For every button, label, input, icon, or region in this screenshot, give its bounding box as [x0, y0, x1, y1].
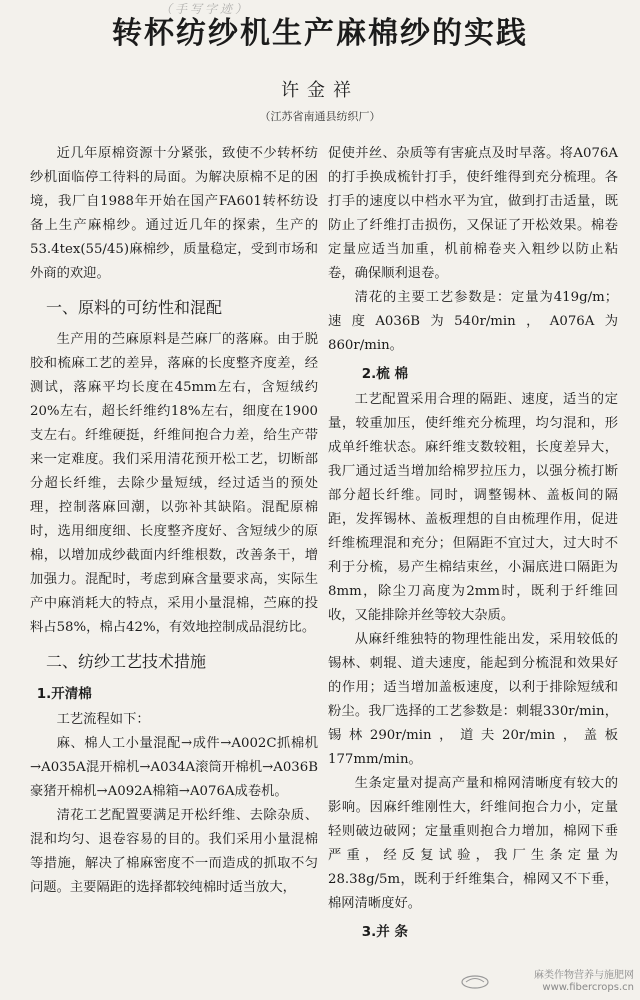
section-2-heading: 二、纺纱工艺技术措施: [46, 652, 207, 671]
article-title: 转杯纺纱机生产麻棉纱的实践: [112, 16, 528, 51]
article-author: 许金祥: [281, 80, 359, 101]
watermark-logo-icon: [460, 974, 490, 990]
author-affiliation: （江苏省南通县纺织厂）: [259, 110, 381, 123]
carding-paragraph-3: 生条定量对提高产量和棉网清晰度有较大的影响。因麻纤维刚性大，纤维间抱合力小，定量轻则破边破网；定量重则抱合力增加，棉网下垂严重，经反复试验，我厂生条定量为28.38g/5m，既利于纤维集合，棉网又不下垂，棉网清晰度好。: [328, 776, 618, 911]
section-1-heading: 一、原料的可纺性和混配: [46, 298, 223, 317]
section-1-paragraph: 生产用的苎麻原料是苎麻厂的落麻。由于脱胶和梳麻工艺的差异，落麻的长度整齐度差，经测试，落麻平均长度在45mm左右，含短绒约20%左右，超长纤维约18%左右，细度在1900支左右。纤维硬挺，纤维间抱合力差，给生产带来一定难度。我们采用清花预开松工艺，切断部分超长纤维，去除少量短绒，经过适当的预处理，控制落麻回潮，以弥补其缺陷。混配原棉时，选用细度细、长度整齐度好、含短绒少的原棉，以增加成纱截面内纤维根数，改善条干，增加强力。混配时，考虑到麻含量要求高，实际生产中麻消耗大的特点，采用小量混棉，苎麻的投料占58%，棉占42%，有效地控制成品混纺比。: [30, 332, 318, 635]
subsection-1-heading: 1.开清棉: [36, 686, 92, 702]
carding-paragraph-1: 工艺配置采用合理的隔距、速度，适当的定量，较重加压，使纤维充分梳理，均匀混和，形成单纤维状态。麻纤维支数较粗，长度差异大，我厂通过适当增加给棉罗拉压力，以强分梳打断部分超长纤维。同时，调整锡林、盖板间的隔距，发挥锡林、盖板理想的自由梳理作用，促进纤维梳理混和充分；但隔距不宜过大，过大时不利于分梳，易产生棉结束丝，小漏底进口隔距为8mm，除尘刀高度为2mm时，既利于纤维回收，又能排除并丝等较大杂质。: [328, 392, 618, 623]
cleaning-paragraph: 清花工艺配置要满足开松纤维、去除杂质、混和均匀、退卷容易的目的。我们采用小量混棉等措施，解决了棉麻密度不一而造成的抓取不匀问题。主要隔距的选择都较纯棉时适当放大，: [30, 808, 318, 895]
process-lead: 工艺流程如下：: [56, 712, 150, 727]
right-column: [328, 142, 618, 946]
watermark-line-2: www.fibercrops.cn: [542, 982, 634, 993]
intro-paragraph: 近几年原棉资源十分紧张，致使不少转杯纺纱机面临停工待料的局面。为解决原棉不足的困境，我厂自1988年开始在国产FA601转杯纺设备上生产麻棉纱。通过近几年的探索，生产的53.4tex(55/45)麻棉纱，质量稳定，受到市场和外商的欢迎。: [30, 146, 318, 281]
left-column: [30, 142, 318, 900]
subsection-3-heading: 3.并 条: [361, 924, 408, 940]
header-scribble: （手写字迹）: [160, 2, 251, 14]
continued-paragraph: 促使并丝、杂质等有害疵点及时早落。将A076A的打手换成梳针打手，使纤维得到充分梳理。各打手的速度以中档水平为宜，做到打击适量，既防止了纤维打击损伤，又保证了开松效果。棉卷定量应适当加重，机前棉卷夹入粗纱以防止粘卷，确保顺利退卷。: [328, 146, 618, 281]
watermark-line-1: 麻类作物营养与施肥网: [534, 970, 634, 981]
cleaning-params: 清花的主要工艺参数是：定量为419g/m；速度A036B为540r/min，A076A为860r/min。: [328, 290, 618, 353]
carding-paragraph-2: 从麻纤维独特的物理性能出发，采用较低的锡林、刺辊、道夫速度，能起到分梳混和效果好的作用；适当增加盖板速度，以利于排除短绒和粉尘。我厂选择的工艺参数是：刺辊330r/min，锡林290r/min，道夫20r/min，盖板177mm/min。: [328, 632, 618, 767]
process-flow: 麻、棉人工小量混配→成件→A002C抓棉机→A035A混开棉机→A034A滚筒开棉机→A036B豪猪开棉机→A092A棉箱→A076A成卷机。: [30, 736, 318, 799]
subsection-2-heading: 2.梳 棉: [361, 366, 408, 382]
site-watermark: [534, 970, 634, 994]
